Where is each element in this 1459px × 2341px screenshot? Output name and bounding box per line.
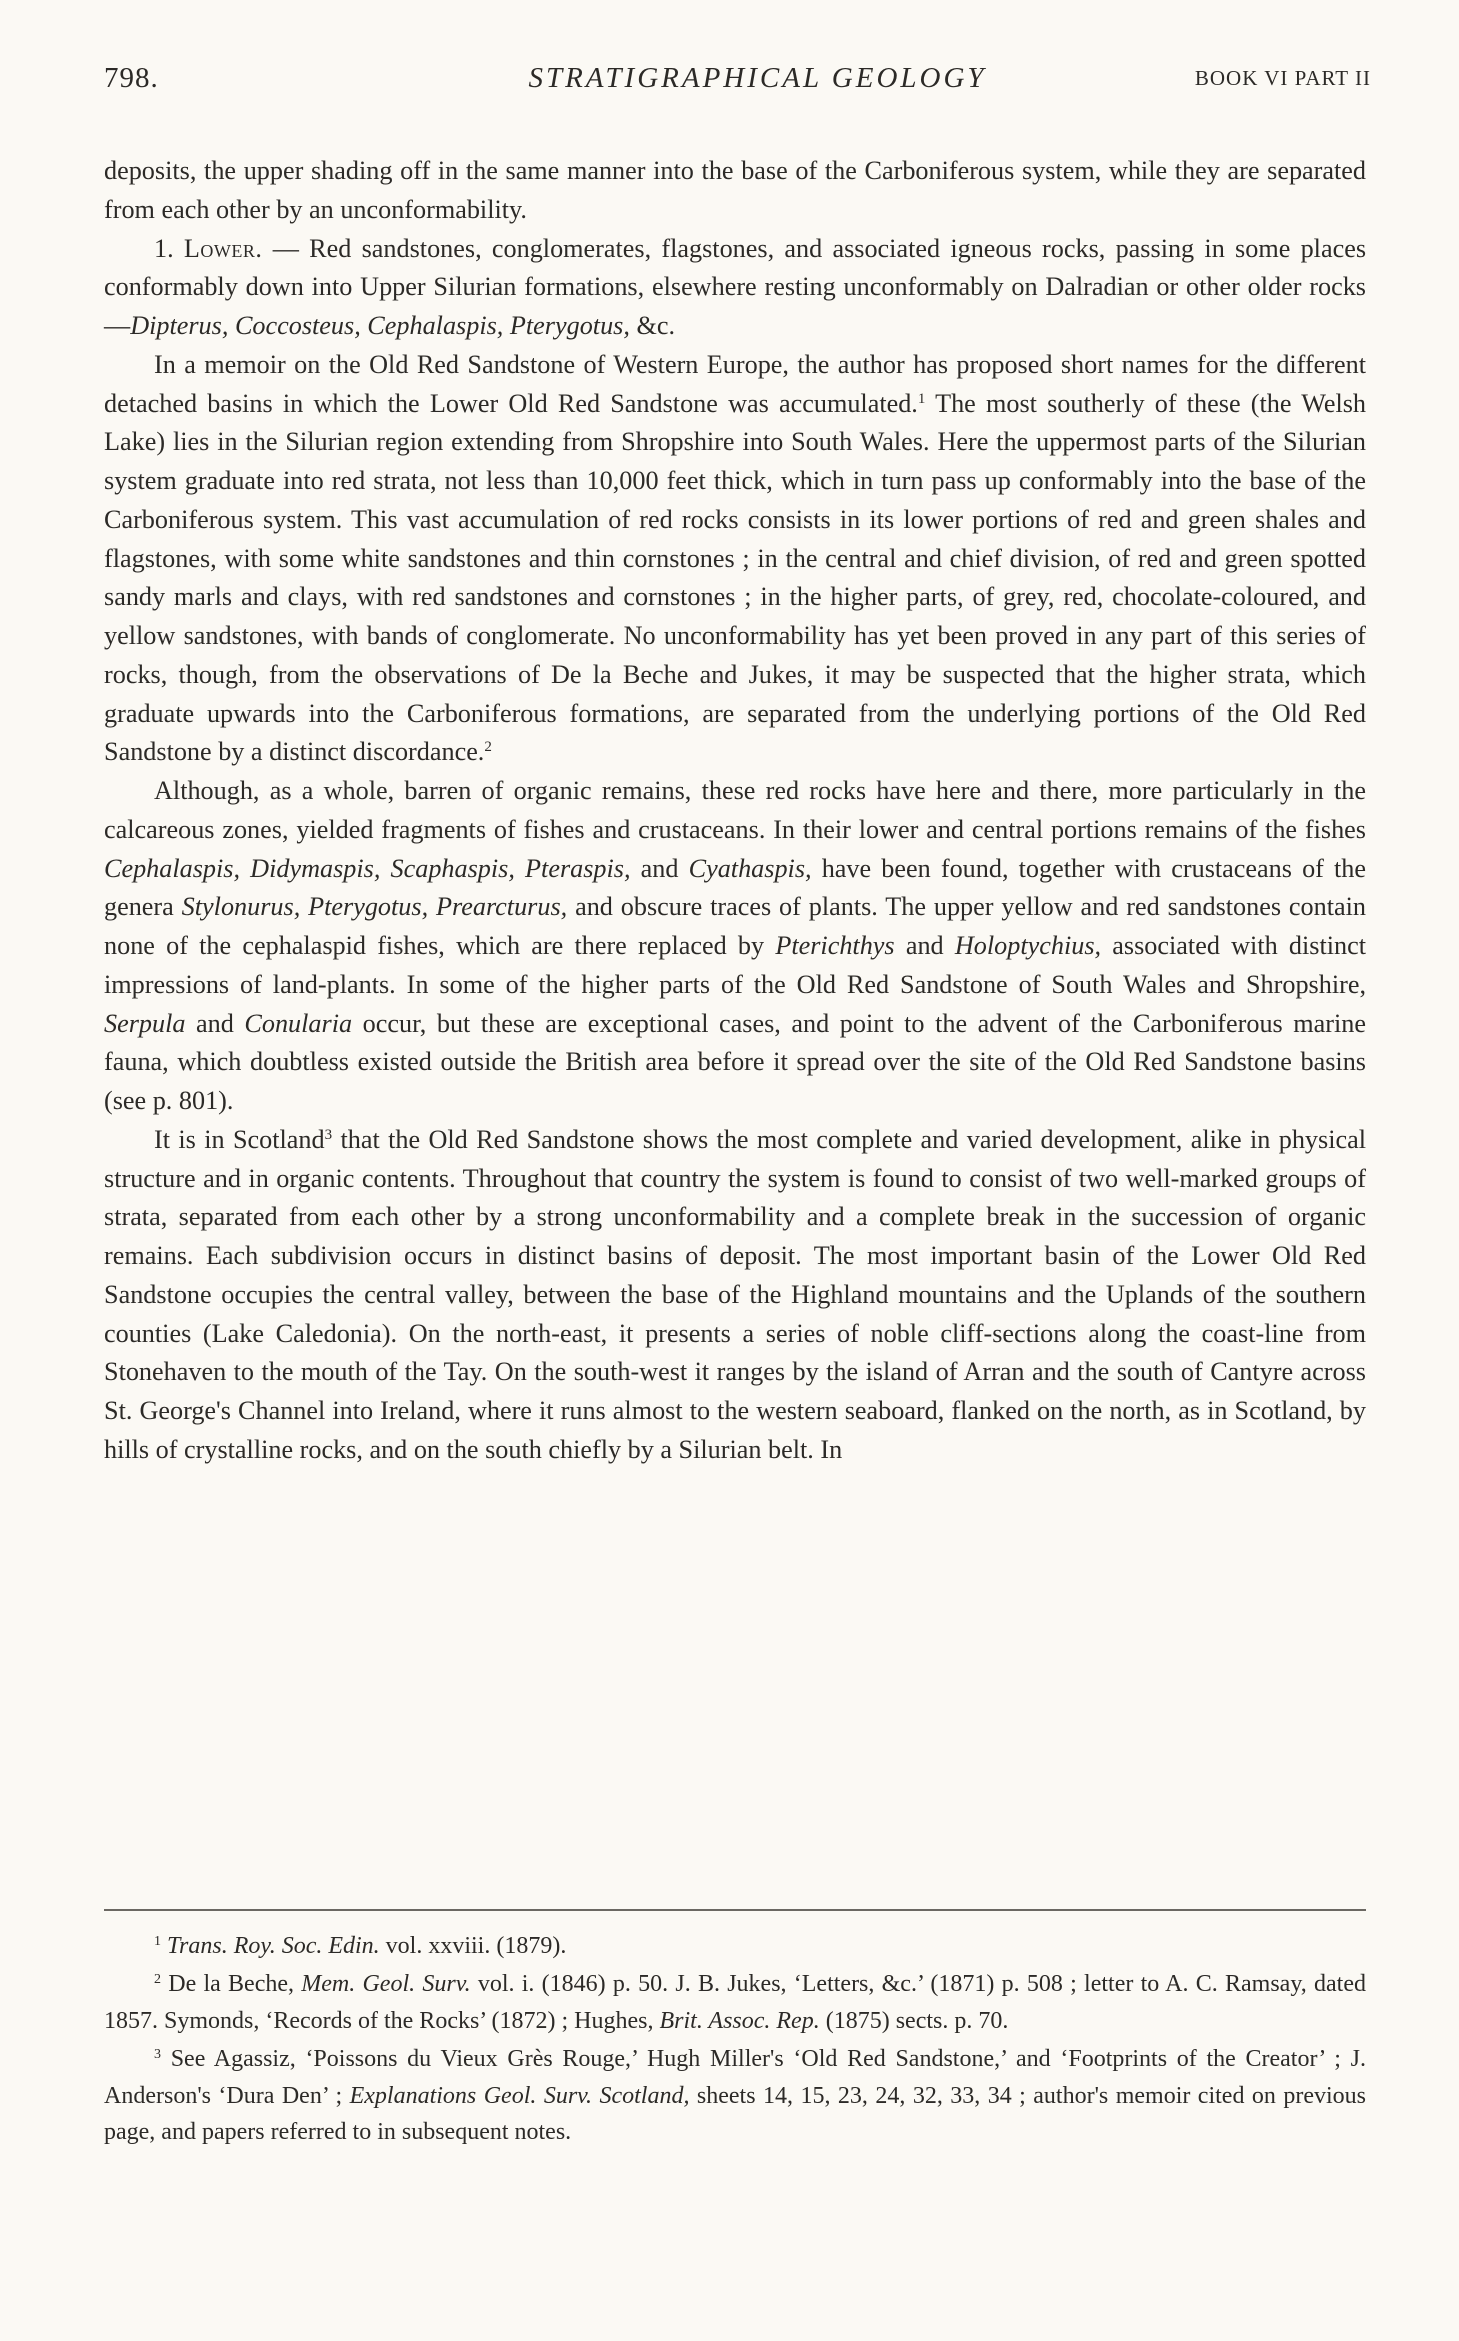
footnote-2: $^2$ De la Beche, Mem. Geol. Surv. vol. i. (1846) p. 50. J. B. Jukes, ‘Letters, &c.’ (1871) p. 508 ; letter to A. C. Ramsay, dated 1857. Symonds, ‘Records of the Rocks’ (1872) ; Hughes, Brit. Assoc. Rep. (1875) sects. p. 70. (104, 1971, 1366, 2034)
footnote-ref-2: 2 (484, 739, 492, 756)
body-text (104, 152, 1366, 1470)
book-part: BOOK VI PART II (1194, 66, 1371, 90)
paragraph-memoir: In a memoir on the Old Red Sandstone of Western Europe, the author has proposed short names for the different detached basins in which the Lower Old Red Sandstone was accumulated.$^1$ The most southerly of these (the Welsh Lake) lies in the Silurian region extending from Shropshire into South Wales. Here the uppermost parts of the Silurian system graduate into red strata, not less than 10,000 feet thick, which in turn pass up conformably into the base of the Carboniferous system. This vast accumulation of red rocks consists in its lower portions of red and green shales and flagstones, with some white sandstones and thin cornstones ; in the central and chief division, of red and green spotted sandy marls and clays, with red sandstones and cornstones ; in the higher parts, of grey, red, chocolate-coloured, and yellow sandstones, with bands of conglomerate. No unconformability has yet been proved in any part of this series of rocks, though, from the observations of De la Beche and Jukes, it may be suspected that the higher strata, which graduate upwards into the Carboniferous formations, are separated from the underlying portions of the Old Red Sandstone by a distinct discordance.$^2$ (104, 349, 1367, 767)
paragraph-organic-remains: Although, as a whole, barren of organic remains, these red rocks have here and there, more particularly in the calcareous zones, yielded fragments of fishes and crustaceans. In their lower and central portions remains of the fishes Cephalaspis, Didymaspis, Scaphaspis, Pteraspis, and Cyathaspis, have been found, together with crustaceans of the genera Stylonurus, Pterygotus, Prearcturus, and obscure traces of plants. The upper yellow and red sandstones contain none of the cephalaspid fishes, which are there replaced by Pterichthys and Holoptychius, associated with distinct impressions of land-plants. In some of the higher parts of the Old Red Sandstone of South Wales and Shropshire, Serpula and Conularia occur, but these are exceptional cases, and point to the advent of the Carboniferous marine fauna, which doubtless existed outside the British area before it spread over the site of the Old Red Sandstone basins (see p. 801). (104, 776, 1367, 1115)
running-title: STRATIGRAPHICAL GEOLOGY (528, 62, 987, 94)
footnote-ref-1: 1 (917, 390, 926, 407)
genera-list: Dipterus, Coccosteus, Cephalaspis, Pterygotus, (130, 311, 630, 340)
footnote-1: $^1$ Trans. Roy. Soc. Edin. vol. xxviii. (1879). (154, 1933, 567, 1959)
item-number: 1. (154, 233, 174, 263)
page-header (104, 62, 1371, 112)
paragraph-continued: deposits, the upper shading off in the same manner into the base of the Carboniferous system, while they are separated from each other by an unconformability. (104, 156, 1366, 224)
footnote-ref-3: 3 (324, 1126, 333, 1143)
footnote-3: $^3$ See Agassiz, ‘Poissons du Vieux Grès Rouge,’ Hugh Miller's ‘Old Red Sandstone,’ and ‘Footprints of the Creator’ ; J. Anderson's ‘Dura Den’ ; Explanations Geol. Surv. Scotland, sheets 14, 15, 23, 24, 32, 33, 34 ; author's memoir cited on previous page, and papers referred to in subsequent notes. (104, 2046, 1366, 2146)
footnote-divider (104, 1909, 1366, 1911)
page-number: 798. (104, 62, 159, 94)
footnotes (104, 1928, 1366, 2152)
paragraph-scotland: It is in Scotland$^3$ that the Old Red Sandstone shows the most complete and varied development, alike in physical structure and in organic contents. Throughout that country the system is found to consist of two well-marked groups of strata, separated from each other by a strong unconformability and a complete break in the succession of organic remains. Each subdivision occurs in distinct basins of deposit. The most important basin of the Lower Old Red Sandstone occupies the central valley, between the base of the Highland mountains and the Uplands of the southern counties (Lake Caledonia). On the north-east, it presents a series of noble cliff-sections along the coast-line from Stonehaven to the mouth of the Tay. On the south-west it ranges by the island of Arran and the south of Cantyre across St. George's Channel into Ireland, where it runs almost to the western seaboard, flanked on the north, as in Scotland, by hills of crystalline rocks, and on the south chiefly by a Silurian belt. In (104, 1124, 1366, 1464)
subdivision-label: Lower. (183, 233, 263, 263)
paragraph-lower: 1. Lower. — Red sandstones, conglomerates, flagstones, and associated igneous rocks, passing in some places conformably down into Upper Silurian formations, elsewhere resting unconformably on Dalradian or other older rocks—Dipterus, Coccosteus, Cephalaspis, Pterygotus, &c. (104, 233, 1367, 340)
